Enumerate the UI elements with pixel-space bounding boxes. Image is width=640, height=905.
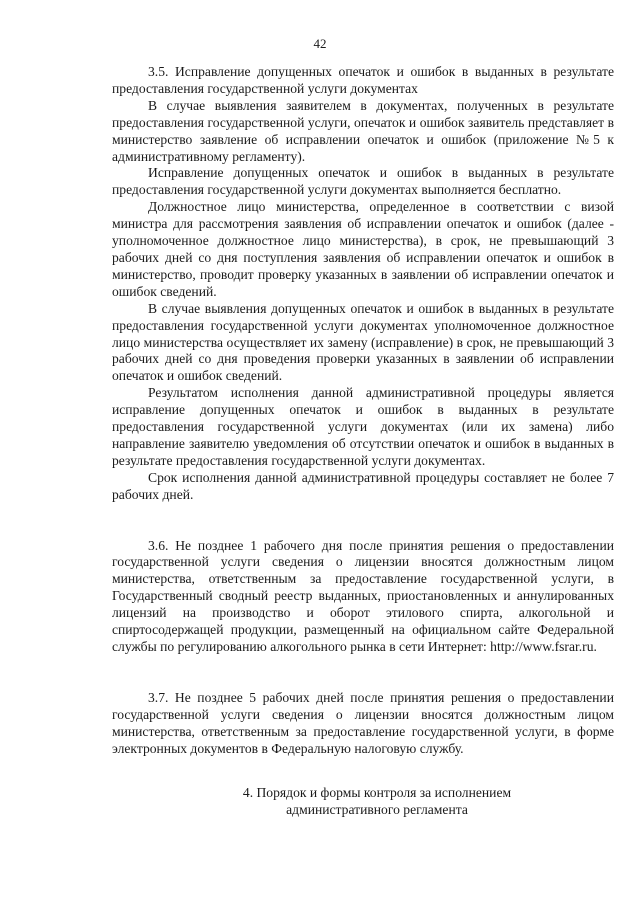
paragraph-error-detection: В случае выявления заявителем в документах, полученных в результате предоставления государственной услуги, опечаток и ошибок заявитель представляет в министерство заявление об исправлении опечаток и ошибок (приложение №5 к административному регламенту). (112, 97, 614, 164)
paragraph-3-7: 3.7. Не позднее 5 рабочих дней после принятия решения о предоставлении государственной услуги сведения о лицензии вносятся должностным лицом министерства, ответственным за предоставление государственной услуги, в форме электронных документов в Федеральную налоговую службу. (112, 689, 614, 756)
section-heading (112, 784, 640, 818)
paragraph-3-6: 3.6. Не позднее 1 рабочего дня после принятия решения о предоставлении государственной услуги сведения о лицензии вносятся должностным лицом министерства, ответственным за предоставление государственной услуги, в Государственный сводный реестр выданных, приостановленных и аннулированных лицензий на производство и оборот этилового спирта, алкогольной и спиртосодержащей продукции, размещенный на официальном сайте Федеральной службы по регулированию алкогольного рынка в сети Интернет: http://www.fsrar.ru. (112, 537, 614, 654)
paragraph-deadline: Срок исполнения данной административной процедуры составляет не более 7 рабочих дней. (112, 469, 614, 502)
paragraph-result: Результатом исполнения данной административной процедуры является исправление допущенных опечаток и ошибок в выданных в результате предоставления государственной услуги документах (или их замена) либо направление заявителю уведомления об отсутствии опечаток и ошибок в выданных в результате предоставления государственной услуги документах. (112, 385, 614, 468)
paragraph-free-correction: Исправление допущенных опечаток и ошибок в выданных в результате предоставления государственной услуги документах выполняется бесплатно. (112, 165, 614, 198)
paragraph-responsible-official: Должностное лицо министерства, определенное в соответствии с визой министра для рассмотрения заявления об исправлении опечаток и ошибок (далее - уполномоченное должностное лицо министерства), в срок, не превышающий 3 рабочих дней со дня поступления заявления об исправлении опечаток и ошибок в министерство, проводит проверку указанных в заявлении об исправлении опечаток и ошибок сведений. (112, 199, 614, 299)
page-number: 42 (313, 36, 327, 51)
section-heading-line-2: административного регламента (286, 802, 468, 817)
document-body (112, 64, 614, 758)
paragraph-replacement: В случае выявления допущенных опечаток и ошибок в выданных в результате предоставления государственной услуги документах уполномоченное должностное лицо министерства осуществляет их замену (исправление) в срок, не превышающий 3 рабочих дней со дня проведения проверки указанных в заявлении об исправлении опечаток и ошибок сведений. (112, 300, 614, 384)
paragraph-3-5-title: 3.5. Исправление допущенных опечаток и ошибок в выданных в результате предоставления государственной услуги документах (112, 64, 614, 96)
section-heading-line-1: 4. Порядок и формы контроля за исполнением (242, 785, 512, 800)
